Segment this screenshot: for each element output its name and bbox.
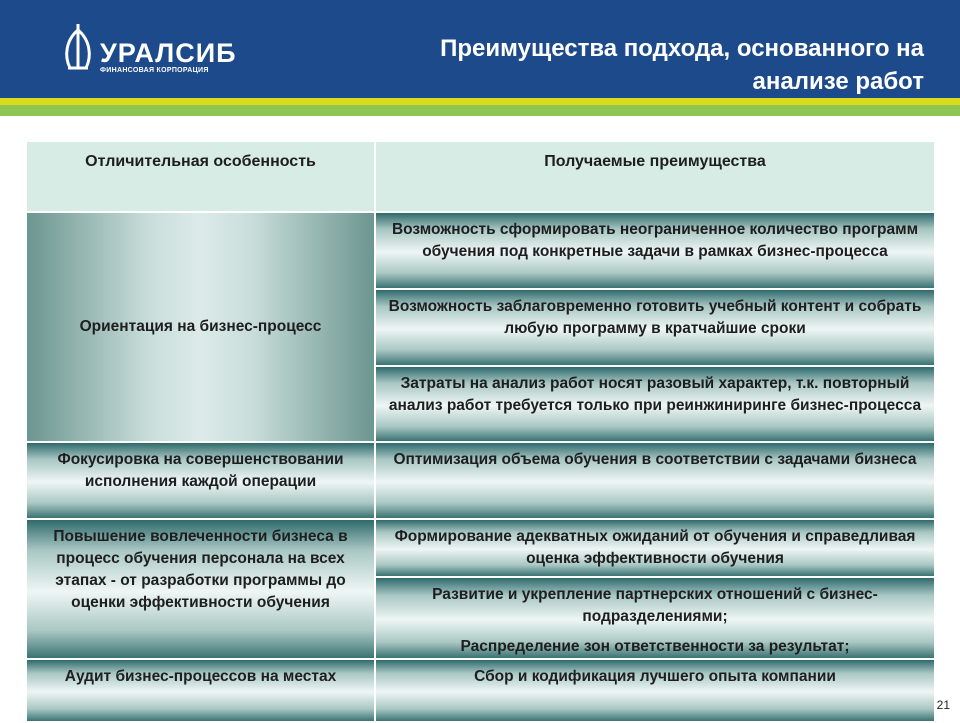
benefit-cell: Оптимизация объема обучения в соответствии с задачами бизнеса <box>375 442 935 519</box>
logo-emblem-icon <box>60 22 96 74</box>
benefit-cell: Затраты на анализ работ носят разовый характер, т.к. повторный анализ работ требуется только при реинжиниринге бизнес-процесса <box>375 366 935 442</box>
page-number: 21 <box>936 698 950 712</box>
table-row <box>26 519 935 577</box>
benefit-text: Распределение зон ответственности за результат; <box>460 638 850 655</box>
header-stripe-green <box>0 105 960 116</box>
benefit-cell: Возможность сформировать неограниченное количество программ обучения под конкретные задачи в рамках бизнес-процесса <box>375 212 935 289</box>
col-header-feature: Отличительная особенность <box>26 141 375 212</box>
uralsib-logo <box>60 22 237 80</box>
benefit-cell <box>375 577 935 659</box>
features-table <box>25 140 936 723</box>
page-title-line2: анализе работ <box>752 68 924 95</box>
table-row <box>26 442 935 519</box>
page-title-line1: Преимущества подхода, основанного на <box>440 35 924 62</box>
page-title <box>304 32 924 98</box>
col-header-benefits: Получаемые преимущества <box>375 141 935 212</box>
benefit-cell: Сбор и кодификация лучшего опыта компании <box>375 659 935 722</box>
table-row <box>26 659 935 722</box>
benefit-cell: Формирование адекватных ожиданий от обучения и справедливая оценка эффективности обучения <box>375 519 935 577</box>
logo-name: УРАЛСИБ <box>100 38 237 68</box>
feature-cell: Ориентация на бизнес-процесс <box>26 212 375 442</box>
feature-cell: Повышение вовлеченности бизнеса в процесс обучения персонала на всех этапах - от разработки программы до оценки эффективности обучения <box>26 519 375 659</box>
feature-cell: Фокусировка на совершенствовании исполнения каждой операции <box>26 442 375 519</box>
table-header-row <box>26 141 935 212</box>
benefit-cell: Возможность заблаговременно готовить учебный контент и собрать любую программу в кратчайшие сроки <box>375 289 935 366</box>
feature-cell: Аудит бизнес-процессов на местах <box>26 659 375 722</box>
benefit-text: Развитие и укрепление партнерских отношений с бизнес-подразделениями; <box>432 586 878 625</box>
header-stripe-yellow <box>0 98 960 105</box>
logo-subtitle: ФИНАНСОВАЯ КОРПОРАЦИЯ <box>100 67 209 74</box>
table-row <box>26 212 935 289</box>
